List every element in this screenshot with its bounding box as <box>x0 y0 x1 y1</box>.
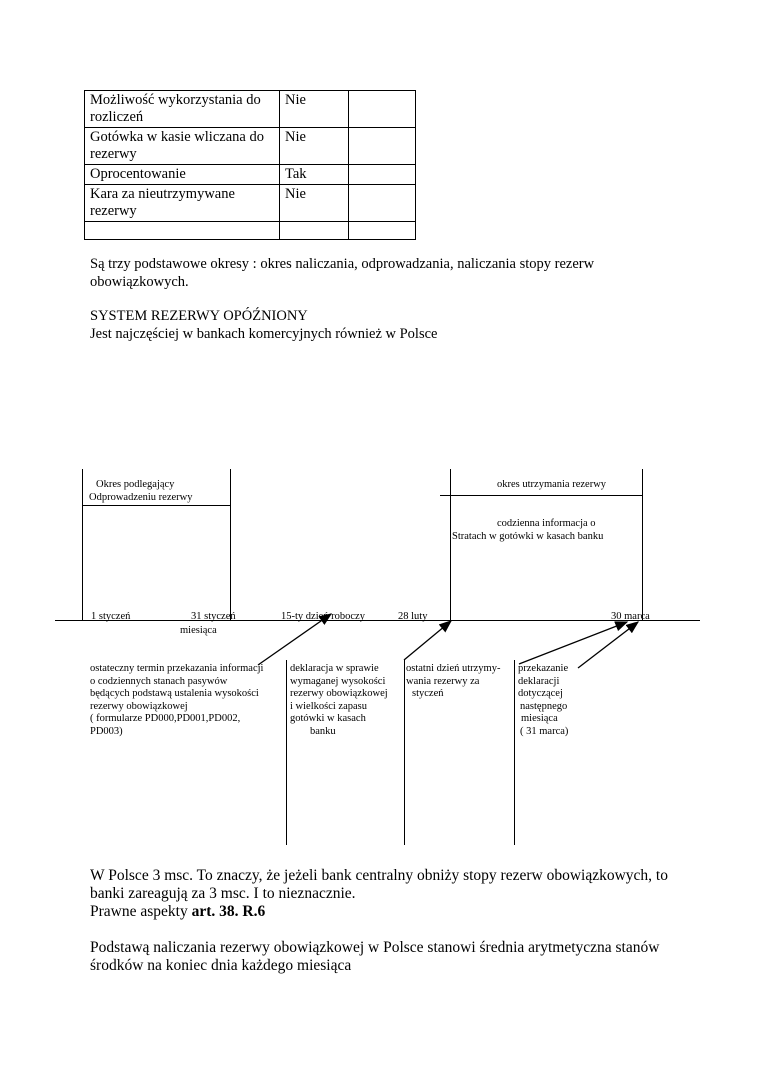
table-cell-value: Tak <box>280 165 349 185</box>
date-1-january: 1 styczeń <box>91 611 131 622</box>
conclusion-line-2: banki zareagują za 3 msc. I to nieznacznie. <box>90 885 356 902</box>
daily-info-label-1: codzienna informacja o <box>497 518 596 529</box>
system-title-main: SYSTEM REZERWY <box>90 308 220 324</box>
system-subtitle: Jest najczęściej w bankach komercyjnych również w Polsce <box>90 326 438 342</box>
periods-paragraph: Są trzy podstawowe okresy : okres naliczania, odprowadzania, naliczania stopy rezerw obowiązkowych. <box>90 256 595 290</box>
legal-prefix: Prawne aspekty <box>90 903 188 920</box>
note-line: następnego <box>520 700 568 712</box>
table-cell-label: Oprocentowanie <box>85 165 280 185</box>
note-line: deklaracji <box>518 675 560 687</box>
note-line: ostateczny termin przekazania informacji <box>90 663 264 674</box>
legal-aspects <box>90 902 265 922</box>
left-period-label-1: Okres podlegający <box>96 479 175 490</box>
table-cell-value: Nie <box>280 91 349 128</box>
arrow-to-28-feb <box>404 621 451 660</box>
note-line: PD003) <box>90 725 123 737</box>
note-last-day <box>406 663 500 701</box>
note-line: styczeń <box>412 688 444 699</box>
table-cell-value: Nie <box>280 185 349 222</box>
date-28-february: 28 luty <box>398 611 428 622</box>
conclusion-line-1: W Polsce 3 msc. To znaczy, że jeżeli bank centralny obniży stopy rezerw obowiązkowych, to <box>90 867 668 884</box>
system-title-delayed: OPÓŹNIONY <box>223 308 308 324</box>
note-line: ( formularze PD000,PD001,PD002, <box>90 713 241 724</box>
table-cell-label: Możliwość wykorzystania do rozliczeń <box>85 91 280 128</box>
date-month-label: miesiąca <box>180 625 217 636</box>
basis-line-1: Podstawą naliczania rezerwy obowiązkowej w Polsce stanowi średnia arytmetyczna stanów <box>90 939 660 956</box>
date-30-march: 30 marca <box>611 611 650 622</box>
table-cell-label: Gotówka w kasie wliczana do rezerwy <box>85 128 280 165</box>
note-line: ( 31 marca) <box>520 725 569 737</box>
note-line: wymaganej wysokości <box>290 675 386 687</box>
note-line: deklaracja w sprawie <box>290 663 379 674</box>
note-line: przekazanie <box>518 663 569 674</box>
note-final-deadline <box>90 663 263 738</box>
table-cell-value: Nie <box>280 128 349 165</box>
daily-info-label-2: Stratach w gotówki w kasach banku <box>452 531 604 542</box>
note-line: dotyczącej <box>518 688 563 699</box>
note-line: będących podstawą ustalenia wysokości <box>90 688 259 699</box>
note-line: gotówki w kasach <box>290 713 366 724</box>
note-line: wania rezerwy za <box>406 675 480 687</box>
note-line: rezerwy obowiązkowej <box>90 700 188 712</box>
right-period-label: okres utrzymania rezerwy <box>497 479 607 490</box>
table-cell-label: Kara za nieutrzymywane rezerwy <box>85 185 280 222</box>
note-line: ostatni dzień utrzymy- <box>406 663 501 674</box>
date-31-january: 31 styczeń <box>191 611 236 622</box>
basis-line-2: środków na koniec dnia każdego miesiąca <box>90 957 352 974</box>
note-line: miesiąca <box>521 713 558 724</box>
note-declaration <box>290 663 388 738</box>
note-line: i wielkości zapasu <box>290 700 367 712</box>
note-transfer-declaration <box>518 663 568 738</box>
date-15th-working-day: 15-ty dzień roboczy <box>281 611 365 622</box>
note-line: banku <box>310 725 336 737</box>
left-period-label-2: Odprowadzeniu rezerwy <box>89 492 193 503</box>
legal-reference: art. 38. R.6 <box>191 903 266 920</box>
note-line: o codziennych stanach pasywów <box>90 675 228 687</box>
note-line: rezerwy obowiązkowej <box>290 688 388 699</box>
